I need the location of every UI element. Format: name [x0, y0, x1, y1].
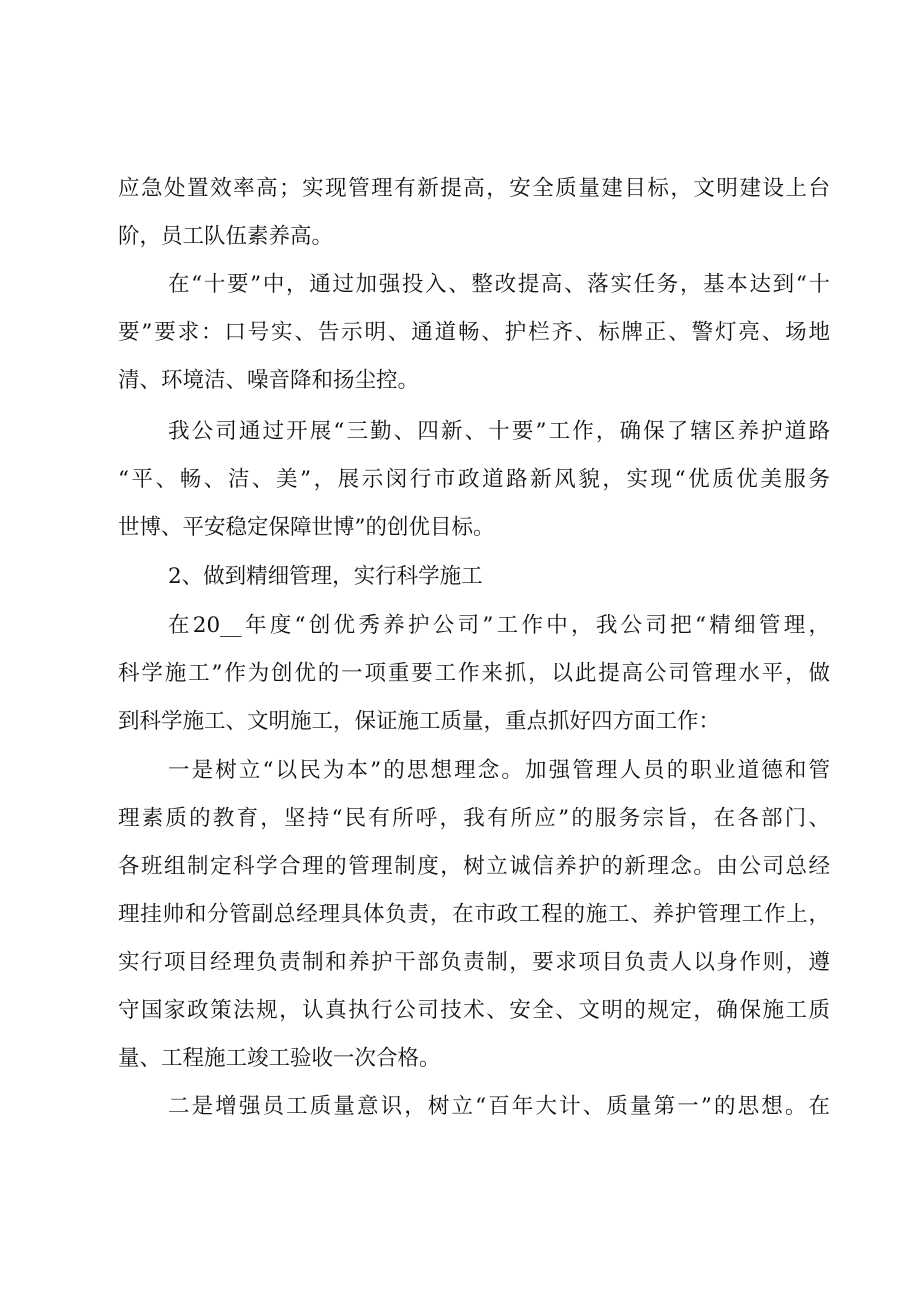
text-line: 我公司通过开展“三勤、四新、十要”工作，确保了辖区养护道路	[168, 419, 830, 444]
text-line: 到科学施工、文明施工，保证施工质量，重点抓好四方面工作：	[118, 709, 721, 734]
section-heading: 2、做到精细管理，实行科学施工	[168, 564, 483, 589]
text-line: 要”要求：口号实、告示明、通道畅、护栏齐、标牌正、警灯亮、场地	[118, 320, 830, 345]
text-line: 在“十要”中，通过加强投入、整改提高、落实任务，基本达到“十	[168, 272, 830, 297]
text-line: 量、工程施工竣工验收一次合格。	[118, 1046, 441, 1071]
text-line: 科学施工”作为创优的一项重要工作来抓，以此提高公司管理水平，做	[118, 661, 830, 686]
text-line: 实行项目经理负责制和养护干部负责制，要求项目负责人以身作则，遵	[118, 950, 830, 975]
text-line: 清、环境洁、噪音降和扬尘控。	[118, 368, 420, 393]
text-line: 理素质的教育，坚持“民有所呼，我有所应”的服务宗旨，在各部门、	[118, 806, 830, 831]
text-line: 阶，员工队伍素养高。	[118, 224, 334, 249]
text-line: 各班组制定科学合理的管理制度，树立诚信养护的新理念。由公司总经	[118, 854, 830, 879]
text-line: 应急处置效率高；实现管理有新提高，安全质量建目标，文明建设上台	[118, 176, 830, 201]
text-line: 一是树立“以民为本”的思想理念。加强管理人员的职业道德和管	[168, 758, 830, 783]
text-line: 守国家政策法规，认真执行公司技术、安全、文明的规定，确保施工质	[118, 998, 830, 1023]
text-line: 二是增强员工质量意识，树立“百年大计、质量第一”的思想。在	[168, 1094, 830, 1119]
text-line: 理挂帅和分管副总经理具体负责，在市政工程的施工、养护管理工作上，	[118, 902, 830, 927]
text-line: “平、畅、洁、美”，展示闵行市政道路新风貌，实现“优质优美服务	[118, 467, 830, 492]
text-line: 在20__年度“创优秀养护公司”工作中，我公司把“精细管理，	[168, 613, 830, 638]
text-line: 世博、平安稳定保障世博”的创优目标。	[118, 515, 495, 540]
